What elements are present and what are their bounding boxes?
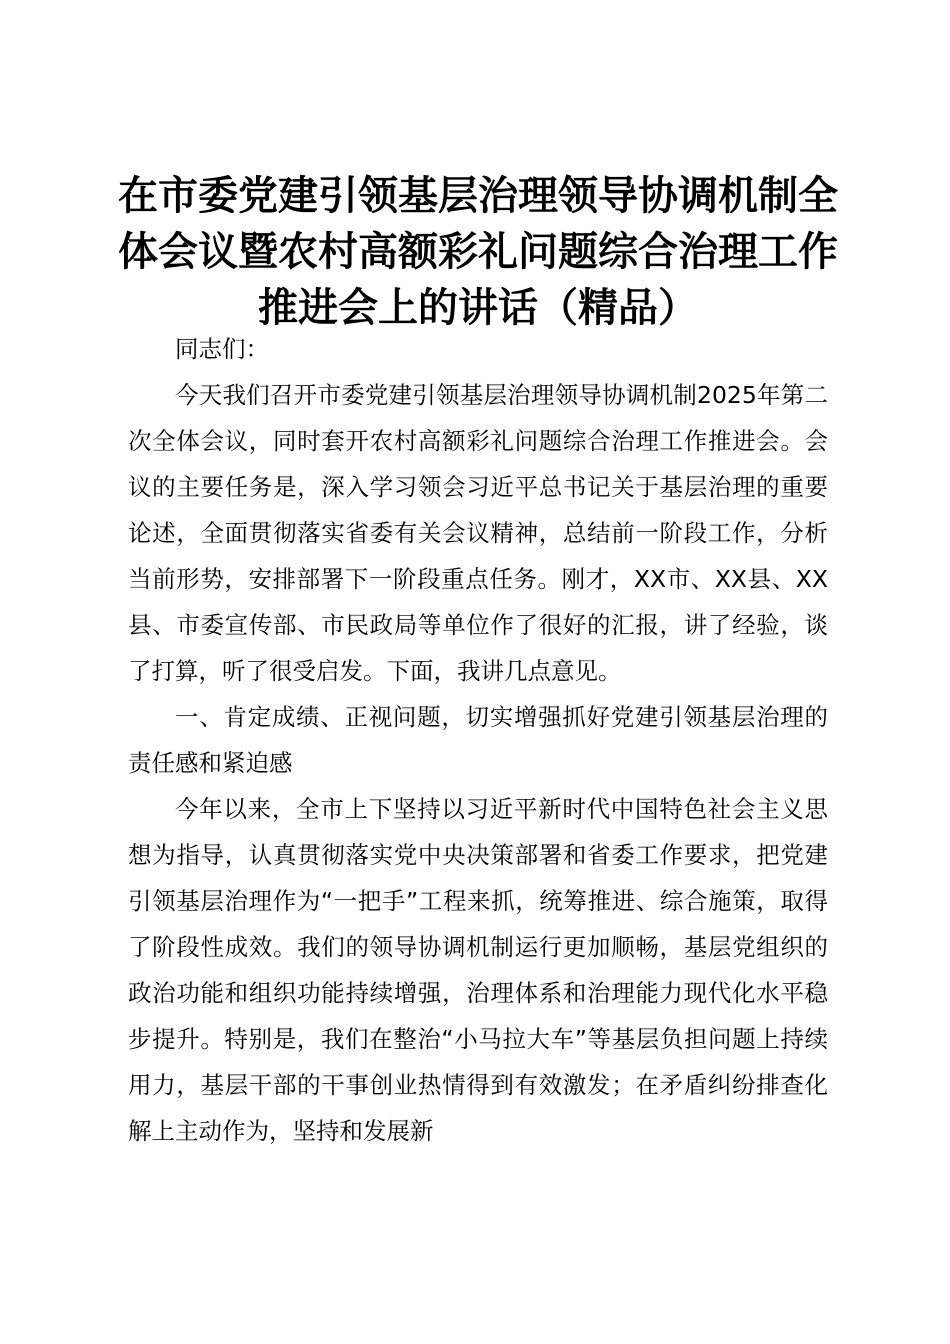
body-paragraph: 今年以来，全市上下坚持以习近平新时代中国特色社会主义思想为指导，认真贯彻落实党中央决策部署和省委工作要求，把党建引领基层治理作为“一把手”工程来抓，统筹推进、综合施策，取得了阶段性成效。我们的领导协调机制运行更加顺畅，基层党组织的政治功能和组织功能持续增强，治理体系和治理能力现代化水平稳步提升。特别是，我们在整治“小马拉大车”等基层负担问题上持续用力，基层干部的干事创业热情得到有效激发；在矛盾纠纷排查化解上主动作为，坚持和发展新 xyxy=(128,795,828,1145)
document-title: 在市委党建引领基层治理领导协调机制全体会议暨农村高额彩礼问题综合治理工作推进会上的讲话（精品） xyxy=(118,172,838,331)
document-body xyxy=(128,326,828,1154)
intro-paragraph: 今天我们召开市委党建引领基层治理领导协调机制2025年第二次全体会议，同时套开农村高额彩礼问题综合治理工作推进会。会议的主要任务是，深入学习领会习近平总书记关于基层治理的重要论述，全面贯彻落实省委有关会议精神，总结前一阶段工作，分析当前形势，安排部署下一阶段重点任务。刚才，XX市、XX县、XX县、市委宣传部、市民政局等单位作了很好的汇报，讲了经验，谈了打算，听了很受启发。下面，我讲几点意见。 xyxy=(128,381,828,685)
salutation-paragraph: 同志们： xyxy=(175,335,269,363)
section-heading: 一、肯定成绩、正视问题，切实增强抓好党建引领基层治理的责任感和紧迫感 xyxy=(128,703,828,777)
